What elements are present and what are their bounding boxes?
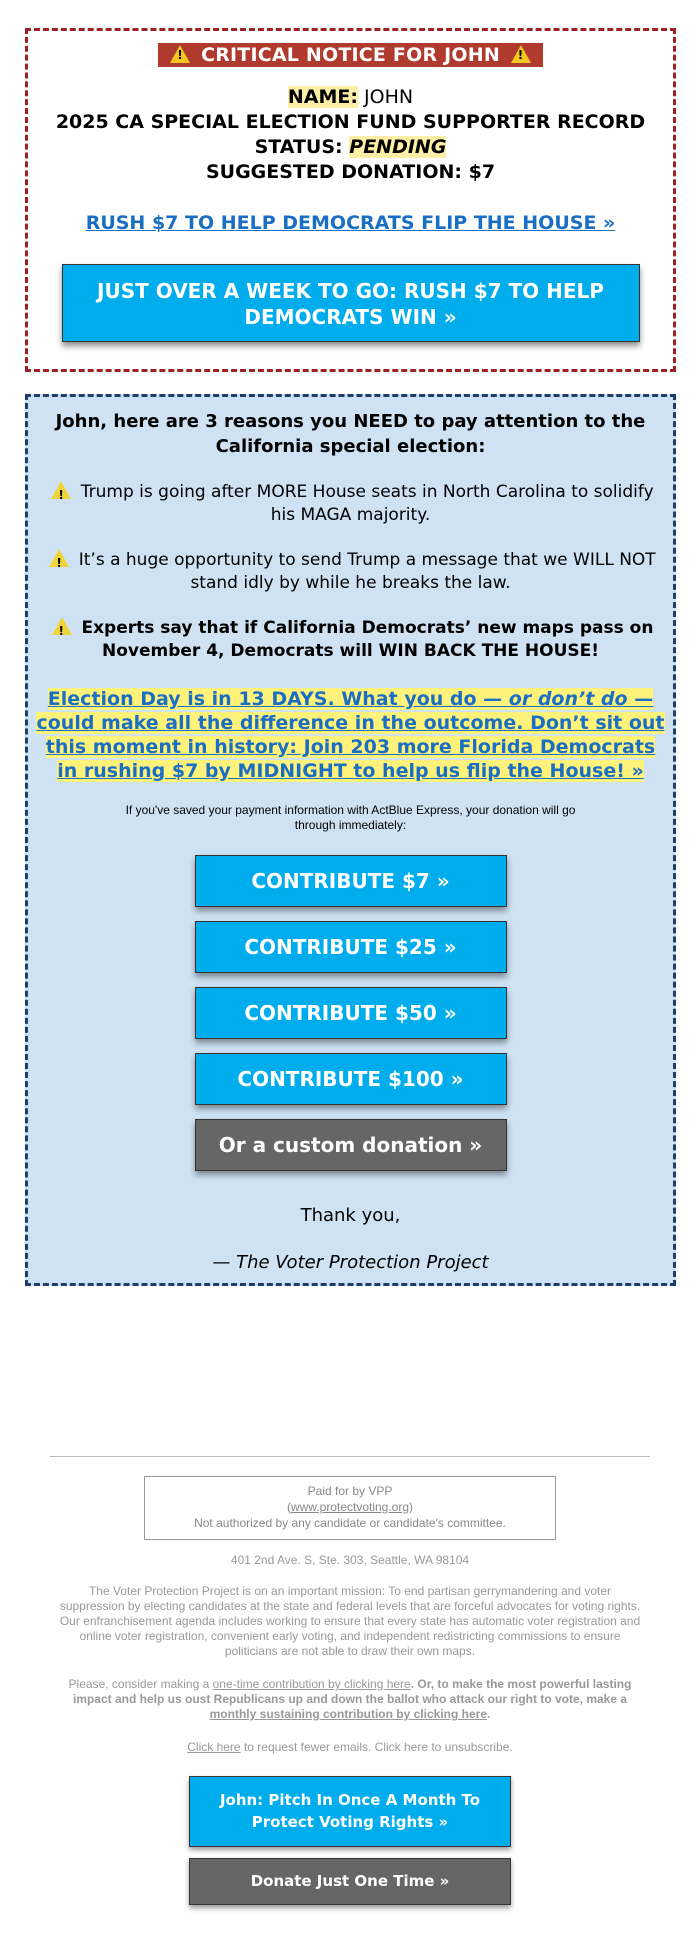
warning-icon (511, 45, 531, 63)
warning-icon (52, 617, 72, 635)
warning-icon (51, 481, 71, 499)
cta-text-start: Election Day is in 13 DAYS. What you do — (47, 688, 509, 710)
paid-for-box (144, 1476, 556, 1540)
cta-text-end: — could make all the difference in the outcome. Don’t sit out this moment in history: Join 203 more Florida Democrats in rushing $7 by MIDNIGHT to help us flip the House! » (36, 688, 665, 782)
contribute-100-button[interactable]: CONTRIBUTE $100 » (195, 1053, 507, 1105)
status-badge: PENDING (349, 136, 447, 158)
election-day-cta-link[interactable] (36, 687, 665, 783)
name-value: JOHN (364, 86, 414, 108)
one-time-contribution-link[interactable]: one-time contribution by clicking here (212, 1677, 411, 1691)
warning-icon (49, 549, 69, 567)
reason-item (42, 481, 659, 527)
thank-you-text: Thank you, (300, 1205, 401, 1226)
contribute-50-button[interactable]: CONTRIBUTE $50 » (195, 987, 507, 1039)
supporter-record (28, 85, 673, 185)
mission-statement: The Voter Protection Project is on an important mission: To end partisan gerrymandering and voter suppression by electing candidates at the state and federal levels that are forceful advocates for voting rights. Our enfranchisement agenda includes working to ensure that every state has automatic voter registration and online voter registration, convenient early voting, and independent redistricting commissions to ensure politicians are not able to draw their own maps. (59, 1584, 641, 1658)
reason-item (42, 617, 659, 663)
rush-donation-link[interactable]: RUSH $7 TO HELP DEMOCRATS FLIP THE HOUSE » (85, 212, 616, 234)
critical-notice-box (25, 28, 676, 372)
warning-icon (170, 45, 190, 63)
mailing-address: 401 2nd Ave. S, Ste. 303, Seattle, WA 98104 (230, 1553, 470, 1567)
reason-text: Trump is going after MORE House seats in North Carolina to solidify his MAGA majority. (80, 482, 654, 525)
name-line (28, 85, 673, 110)
reason-item (42, 549, 659, 595)
monthly-contribution-link[interactable]: monthly sustaining contribution by clicking here (209, 1707, 487, 1721)
contribution-appeal (55, 1677, 645, 1722)
contribute-25-button[interactable]: CONTRIBUTE $25 » (195, 921, 507, 973)
reasons-box (25, 394, 676, 1286)
appeal-prefix: Please, consider making a (68, 1677, 213, 1691)
record-title: 2025 CA SPECIAL ELECTION FUND SUPPORTER RECORD (55, 111, 646, 133)
signature: — The Voter Protection Project (212, 1252, 489, 1273)
status-line (28, 135, 673, 160)
not-authorized-text: Not authorized by any candidate or candidate's committee. (194, 1516, 506, 1530)
actblue-express-note: If you've saved your payment information with ActBlue Express, your donation will go through immediately: (125, 803, 576, 832)
contribute-7-button[interactable]: CONTRIBUTE $7 » (195, 855, 507, 907)
unsubscribe-text: to request fewer emails. Click here to unsubscribe. (240, 1740, 513, 1754)
footer-divider (50, 1456, 650, 1457)
critical-notice-title: CRITICAL NOTICE FOR JOHN (201, 44, 500, 66)
contribution-buttons (28, 855, 673, 1171)
email-preferences (55, 1740, 645, 1755)
rush-donation-button[interactable]: JUST OVER A WEEK TO GO: RUSH $7 TO HELP DEMOCRATS WIN » (62, 264, 640, 342)
appeal-bold-text: . Or, to make the most powerful lasting impact and help us oust Republicans up and down the ballot who attack our right to vote, make a (72, 1677, 632, 1706)
website-link[interactable]: www.protectvoting.org (290, 1500, 410, 1514)
reason-text: Experts say that if California Democrats’ new maps pass on November 4, Democrats will WIN BACK THE HOUSE! (81, 618, 654, 661)
one-time-donation-button[interactable]: Donate Just One Time » (189, 1858, 511, 1905)
cta-text-italic: or don’t do (508, 688, 628, 710)
appeal-period: . (487, 1707, 491, 1721)
monthly-donation-button[interactable]: John: Pitch In Once A Month To Protect Voting Rights » (189, 1776, 511, 1847)
suggested-donation: SUGGESTED DONATION: $7 (205, 161, 496, 183)
reason-text: It’s a huge opportunity to send Trump a message that we WILL NOT stand idly by while he breaks the law. (78, 550, 656, 593)
paid-for-text: Paid for by VPP (307, 1484, 393, 1498)
site-link-line: (www.protectvoting.org) (286, 1500, 414, 1514)
fewer-emails-link[interactable]: Click here (187, 1740, 241, 1754)
status-label: STATUS: (254, 136, 343, 158)
critical-notice-banner (158, 43, 543, 67)
name-label: NAME: (287, 86, 358, 108)
reasons-intro: John, here are 3 reasons you NEED to pay attention to the California special election: (55, 411, 646, 457)
custom-donation-button[interactable]: Or a custom donation » (195, 1119, 507, 1171)
